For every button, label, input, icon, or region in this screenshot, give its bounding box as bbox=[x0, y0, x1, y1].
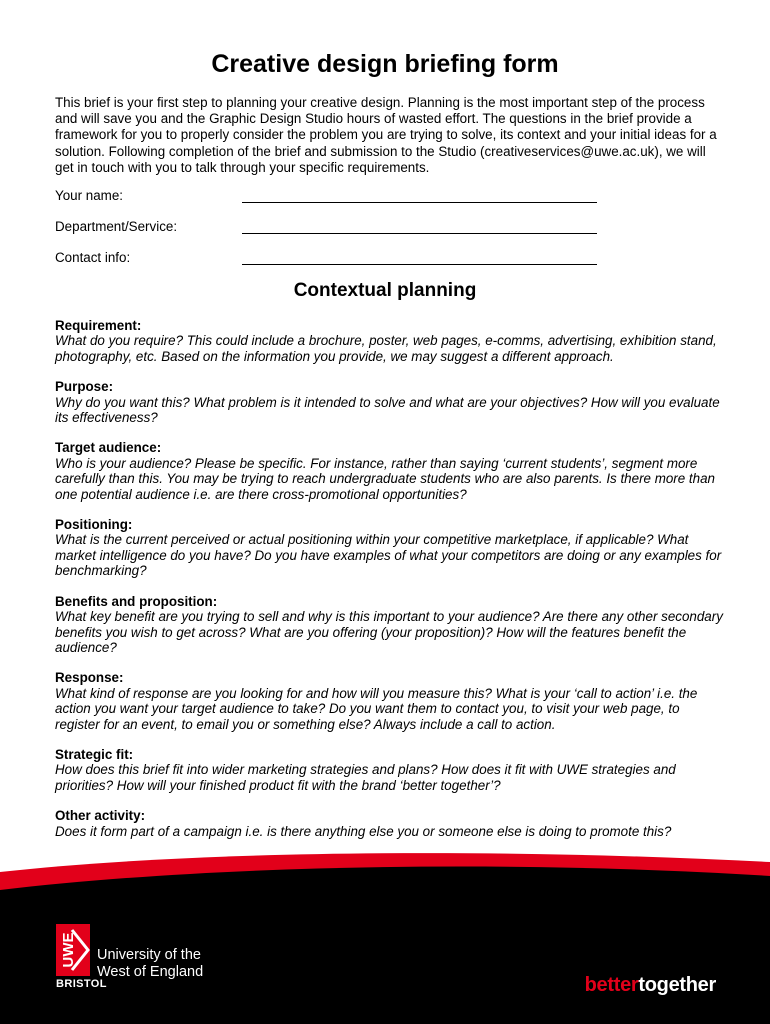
question-heading: Benefits and proposition: bbox=[55, 593, 218, 609]
logo-mark-text: UWE bbox=[60, 932, 77, 968]
campus-label: BRISTOL bbox=[56, 978, 107, 990]
question-text: How does this brief fit into wider marketing strategies and plans? How does it fit with UWE strategies and priorities? How will your finished product fit with the brand ‘better together’? bbox=[55, 762, 676, 793]
question-text: What do you require? This could include a brochure, poster, web pages, e-comms, advertising, exhibition stand, photography, etc. Based on the information you provide, we may suggest a different approach. bbox=[55, 333, 717, 364]
contact-input-line[interactable] bbox=[242, 264, 597, 265]
tagline-better: better bbox=[584, 974, 639, 996]
question-text: Who is your audience? Please be specific. For instance, rather than saying ‘current students’, segment more carefully than this. You may be trying to reach undergraduate students who are also parents. Is there more than one potential audience i.e. are there cross-promotional opportunities? bbox=[55, 455, 715, 502]
university-line1: University of the bbox=[97, 947, 201, 963]
questions-list bbox=[55, 318, 723, 848]
question-heading: Target audience: bbox=[55, 440, 162, 456]
question-text: What is the current perceived or actual positioning within your competitive marketplace, if applicable? What market intelligence do you have? Do you have examples of what your competitors are doing or any examples for benchmarking? bbox=[55, 532, 722, 579]
question-heading: Purpose: bbox=[55, 379, 114, 395]
question-strategic-fit bbox=[55, 747, 723, 793]
field-department bbox=[55, 219, 615, 239]
tagline-together: together bbox=[638, 974, 716, 996]
intro-paragraph: This brief is your first step to planning your creative design. Planning is the most important step of the process and will save you and the Graphic Design Studio hours of wasted effort. The questions in the brief provide a framework for you to properly consider the problem you are trying to solve, its context and your initial ideas for a solution. Following completion of the brief and submission to the Studio (creativeservices@uwe.ac.uk), we will get in touch with you to talk through your specific requirements. bbox=[55, 95, 717, 175]
question-heading: Strategic fit: bbox=[55, 746, 134, 762]
question-text: What kind of response are you looking for and how will you measure this? What is your ‘call to action’ i.e. the action you want your target audience to take? Do you want them to contact you, to visit your web page, to register for an event, to email you or something else? Always include a call to action. bbox=[55, 685, 698, 732]
field-label: Your name: bbox=[55, 188, 123, 203]
field-your-name bbox=[55, 188, 615, 208]
question-other-activity bbox=[55, 808, 723, 839]
question-requirement bbox=[55, 318, 723, 364]
field-label: Department/Service: bbox=[55, 219, 178, 234]
name-input-line[interactable] bbox=[242, 202, 597, 203]
question-target-audience bbox=[55, 440, 723, 502]
question-text: What key benefit are you trying to sell and why is this important to your audience? Are there any other secondary benefits you wish to get across? What are you offering (your proposition)? How will the features benefit the audience? bbox=[55, 609, 723, 655]
question-positioning bbox=[55, 517, 723, 579]
question-heading: Positioning: bbox=[55, 517, 133, 533]
question-heading: Other activity: bbox=[55, 808, 146, 824]
question-text: Why do you want this? What problem is it intended to solve and what are your objectives? How will you evaluate its effectiveness? bbox=[55, 394, 720, 426]
question-response bbox=[55, 670, 723, 732]
brand-tagline bbox=[585, 974, 716, 997]
field-contact-info bbox=[55, 250, 615, 270]
field-label: Contact info: bbox=[55, 250, 131, 265]
department-input-line[interactable] bbox=[242, 233, 597, 234]
question-heading: Response: bbox=[55, 670, 124, 686]
question-text: Does it form part of a campaign i.e. is there anything else you or someone else is doing to promote this? bbox=[55, 823, 672, 839]
question-heading: Requirement: bbox=[55, 318, 142, 333]
form-title: Creative design briefing form bbox=[211, 50, 559, 78]
university-line2: West of England bbox=[97, 963, 204, 980]
question-purpose bbox=[55, 379, 723, 425]
section-title: Contextual planning bbox=[293, 280, 477, 301]
university-name bbox=[97, 947, 203, 980]
question-benefits bbox=[55, 594, 723, 656]
